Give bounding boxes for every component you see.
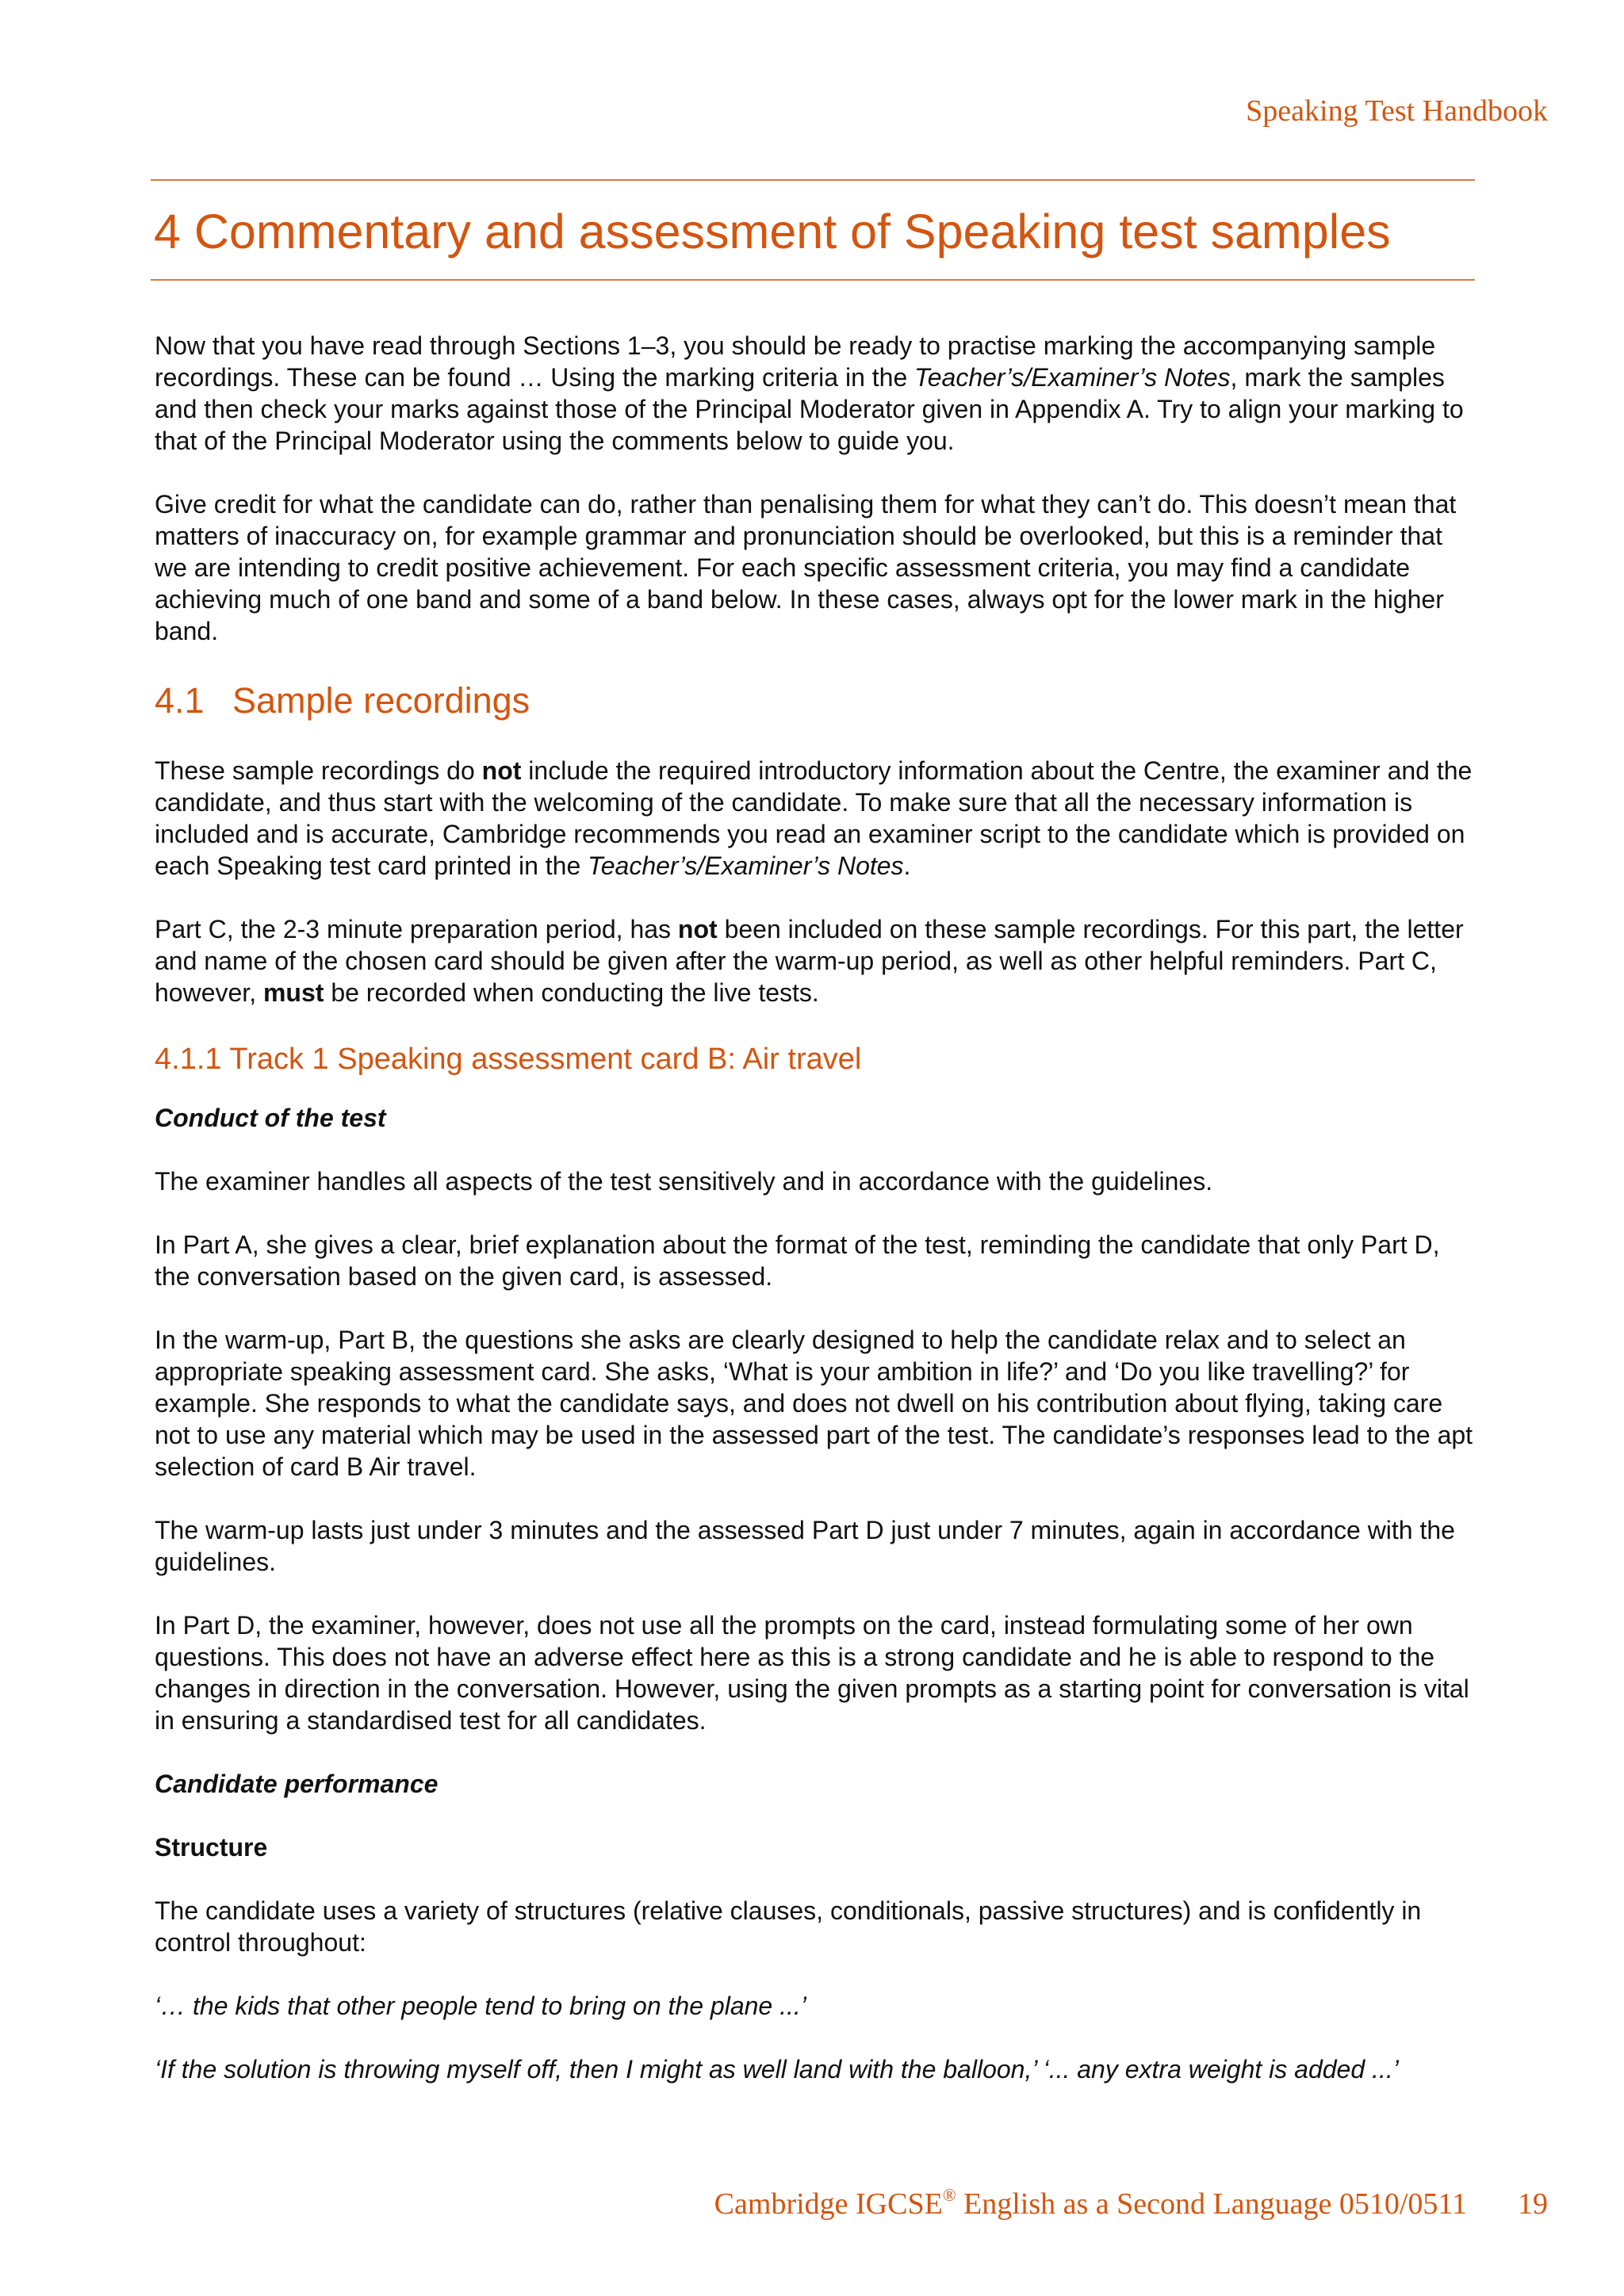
header-rule xyxy=(151,179,1475,181)
performance-heading: Candidate performance xyxy=(155,1770,439,1798)
sample-recordings-paragraph-1 xyxy=(155,755,1475,882)
footer-title-b: English as a Second Language 0510/0511 xyxy=(956,2187,1467,2221)
section-number: 4.1 xyxy=(155,680,205,721)
quote-2: ‘If the solution is throwing myself off, then I might as well land with the balloon,’ ‘... any extra weight is added ...’ xyxy=(155,2055,1399,2084)
s41-p1-italic: Teacher’s/Examiner’s Notes xyxy=(588,851,904,880)
conduct-paragraph-3: In the warm-up, Part B, the questions she asks are clearly designed to help the candidate relax and to select an appropriate speaking assessment card. She asks, ‘What is your ambition in life?’ and ‘Do you like travelling?’ for example. She responds to what the candidate says, and does not dwell on his contribution about flying, taking care not to use any material which may be used in the assessed part of the test. The candidate’s responses lead to the apt selection of card B Air travel. xyxy=(155,1326,1473,1481)
intro-paragraph-1 xyxy=(155,330,1475,457)
quote-1: ‘… the kids that other people tend to bring on the plane ...’ xyxy=(155,1992,806,2020)
s41-p2-text-c: be recorded when conducting the live tests. xyxy=(324,978,819,1007)
subsection-heading-4-1-1: 4.1.1 Track 1 Speaking assessment card B: Air travel xyxy=(155,1043,862,1076)
section-heading-4-1 xyxy=(155,679,1475,723)
conduct-paragraph-2: In Part A, she gives a clear, brief explanation about the format of the test, reminding the candidate that only Part D, the conversation based on the given card, is assessed. xyxy=(155,1230,1440,1291)
conduct-heading: Conduct of the test xyxy=(155,1104,386,1132)
conduct-paragraph-1: The examiner handles all aspects of the test sensitively and in accordance with the guidelines. xyxy=(155,1167,1213,1196)
s41-p2-text-a: Part C, the 2-3 minute preparation period, has xyxy=(155,915,678,943)
registered-mark: ® xyxy=(942,2185,956,2205)
s41-p1-text-a: These sample recordings do xyxy=(155,756,482,785)
s41-p1-text-b: include the required introductory information about the Centre, the examiner and the candidate, and thus start with the welcoming of the candidate. To make sure that all the necessary information is included and is accurate, Cambridge recommends you read an examiner script to the candidate which is provided on each Speaking test card printed in the xyxy=(155,756,1473,880)
page-body xyxy=(155,330,1475,2117)
chapter-title: 4 Commentary and assessment of Speaking test samples xyxy=(154,205,1391,258)
footer-title-a: Cambridge IGCSE xyxy=(714,2187,943,2221)
structure-heading: Structure xyxy=(155,1833,268,1862)
footer xyxy=(714,2187,1548,2221)
title-rule xyxy=(151,279,1475,281)
s41-p2-bold-2: must xyxy=(262,978,324,1007)
running-head: Speaking Test Handbook xyxy=(1246,94,1548,128)
page-number: 19 xyxy=(1518,2187,1548,2221)
s41-p1-bold: not xyxy=(481,756,522,785)
structure-paragraph: The candidate uses a variety of structures (relative clauses, conditionals, passive structures) and is confidently in control throughout: xyxy=(155,1896,1422,1957)
intro-p1-italic: Teacher’s/Examiner’s Notes xyxy=(914,363,1231,392)
intro-paragraph-2: Give credit for what the candidate can do, rather than penalising them for what they can’t do. This doesn’t mean that matters of inaccuracy on, for example grammar and pronunciation should be overlooked, but this is a reminder that we are intending to credit positive achievement. For each specific assessment criteria, you may find a candidate achieving much of one band and some of a band below. In these cases, always opt for the lower mark in the higher band. xyxy=(155,490,1457,645)
s41-p1-text-c: . xyxy=(903,851,911,880)
conduct-paragraph-5: In Part D, the examiner, however, does not use all the prompts on the card, instead formulating some of her own questions. This does not have an adverse effect here as this is a strong candidate and he is able to respond to the changes in direction in the conversation. However, using the given prompts as a starting point for conversation is vital in ensuring a standardised test for all candidates. xyxy=(155,1611,1469,1735)
intro-p1-text-a: Now that you have read through Sections 1–3, you should be ready to practise marking the accompanying sample recordings. These can be found … Using the marking criteria in the xyxy=(155,331,1436,392)
sample-recordings-paragraph-2 xyxy=(155,913,1475,1008)
conduct-paragraph-4: The warm-up lasts just under 3 minutes and the assessed Part D just under 7 minutes, again in accordance with the guidelines. xyxy=(155,1516,1455,1576)
intro-p1-text-b: , mark the samples and then check your marks against those of the Principal Moderator given in Appendix A. Try to align your marking to that of the Principal Moderator using the comments below to guide you. xyxy=(155,363,1464,455)
s41-p2-text-b: been included on these sample recordings. For this part, the letter and name of the chosen card should be given after the warm-up period, as well as other helpful reminders. Part C, however, xyxy=(155,915,1464,1007)
section-title: Sample recordings xyxy=(232,680,530,721)
s41-p2-bold: not xyxy=(677,915,718,943)
